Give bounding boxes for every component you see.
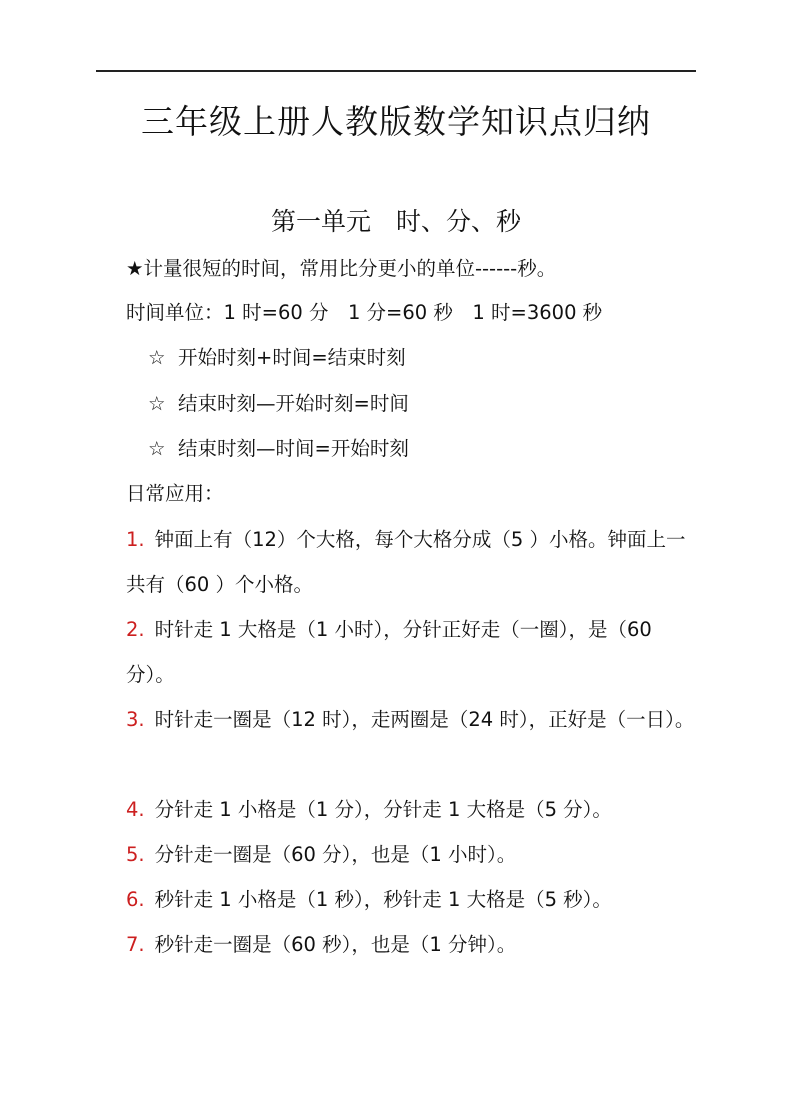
header-rule bbox=[96, 70, 696, 72]
unit-heading: 第一单元 时、分、秒 bbox=[270, 207, 521, 236]
item-text: 时针走 1 大格是（1 小时），分针正好走（一圈），是（60 分）。 bbox=[126, 618, 652, 686]
item-text: 分针走 1 小格是（1 分），分针走 1 大格是（5 分）。 bbox=[154, 798, 612, 821]
document-title: 三年级上册人教版数学知识点归纳 bbox=[141, 102, 651, 141]
item-text: 分针走一圈是（60 分），也是（1 小时）。 bbox=[154, 843, 517, 866]
item-number: 3. bbox=[126, 708, 145, 731]
rule-item bbox=[148, 389, 409, 419]
star-icon: ☆ bbox=[148, 392, 166, 415]
item-text: 时针走一圈是（12 时），走两圈是（24 时），正好是（一日）。 bbox=[154, 708, 695, 731]
list-item bbox=[126, 517, 698, 607]
item-text: 钟面上有（12）个大格，每个大格分成（5 ）小格。钟面上一共有（60 ）个小格。 bbox=[126, 528, 686, 596]
rule-item bbox=[148, 434, 409, 464]
time-units-line: 时间单位：1 时=60 分 1 分=60 秒 1 时=3600 秒 bbox=[126, 301, 603, 324]
star-icon: ☆ bbox=[148, 437, 166, 460]
list-item bbox=[126, 922, 698, 967]
item-number: 1. bbox=[126, 528, 145, 551]
list-item bbox=[126, 787, 698, 832]
item-text: 秒针走 1 小格是（1 秒），秒针走 1 大格是（5 秒）。 bbox=[154, 888, 612, 911]
star-icon: ☆ bbox=[148, 346, 166, 369]
item-number: 5. bbox=[126, 843, 145, 866]
list-item bbox=[126, 697, 698, 742]
list-item bbox=[126, 877, 698, 922]
daily-use-heading: 日常应用： bbox=[126, 482, 224, 505]
item-text: 秒针走一圈是（60 秒），也是（1 分钟）。 bbox=[154, 933, 517, 956]
rule-text: 结束时刻—时间=开始时刻 bbox=[178, 437, 409, 460]
rule-item bbox=[148, 343, 406, 373]
list-item bbox=[126, 832, 698, 877]
list-item bbox=[126, 607, 698, 697]
rule-text: 开始时刻+时间=结束时刻 bbox=[178, 346, 406, 369]
item-number: 2. bbox=[126, 618, 145, 641]
rule-text: 结束时刻—开始时刻=时间 bbox=[178, 392, 409, 415]
intro-line: ★计量很短的时间，常用比分更小的单位------秒。 bbox=[126, 257, 557, 280]
item-number: 4. bbox=[126, 798, 145, 821]
item-number: 7. bbox=[126, 933, 145, 956]
item-number: 6. bbox=[126, 888, 145, 911]
